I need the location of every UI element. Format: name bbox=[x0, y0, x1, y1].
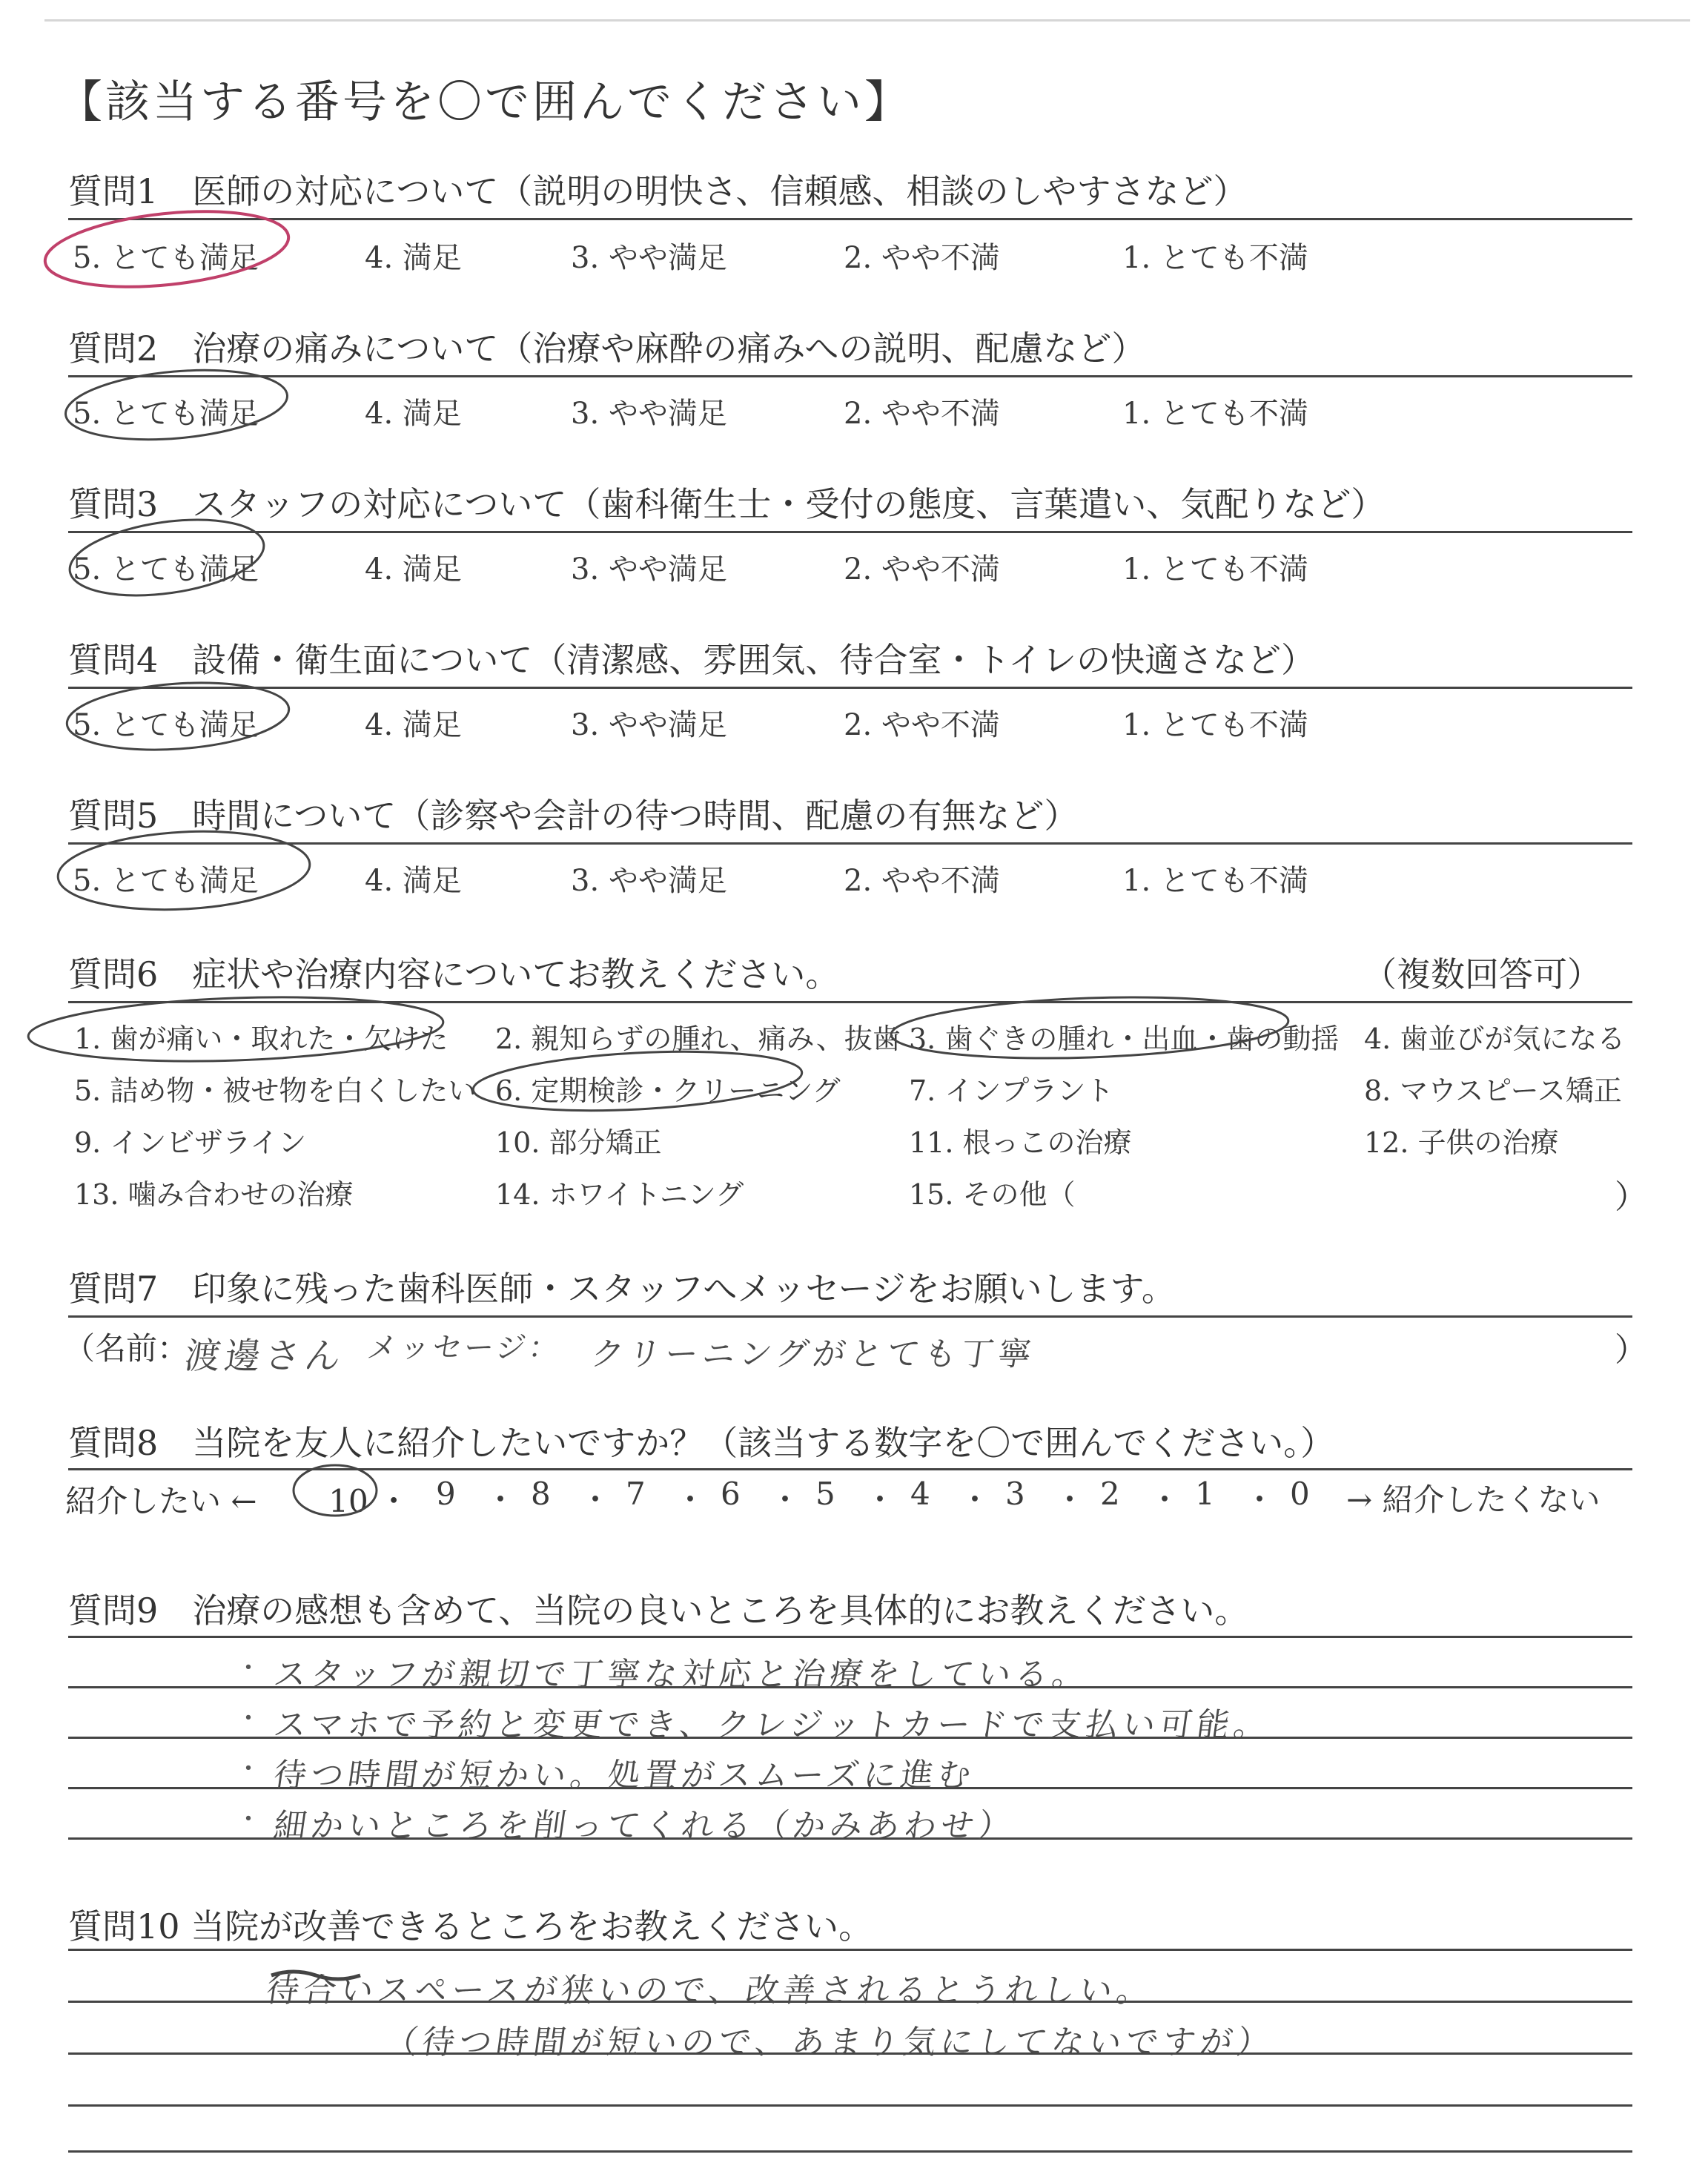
q6-option-11[interactable]: 11. 根っこの治療 bbox=[909, 1126, 1132, 1159]
question-1-title: 質問1 医師の対応について（説明の明快さ、信頼感、相談のしやすさなど） bbox=[68, 171, 1248, 211]
question-5-title: 質問5 時間について（診察や会計の待つ時間、配慮の有無など） bbox=[68, 796, 1079, 836]
question-7-title: 質問7 印象に残った歯科医師・スタッフへメッセージをお願いします。 bbox=[68, 1269, 1176, 1309]
q2-option-3[interactable]: 3. やや満足 bbox=[571, 397, 727, 431]
q4-option-2[interactable]: 2. やや不満 bbox=[844, 708, 1000, 742]
question-9-title: 質問9 治療の感想も含めて、当院の良いところを具体的にお教えください。 bbox=[68, 1591, 1249, 1631]
q6-option-12[interactable]: 12. 子供の治療 bbox=[1364, 1126, 1559, 1159]
bullet-dot: ・ bbox=[236, 1704, 261, 1734]
question-3-title: 質問3 スタッフの対応について（歯科衛生士・受付の態度、言葉遣い、気配りなど） bbox=[68, 484, 1386, 524]
q2-selection-circle bbox=[63, 362, 291, 448]
q6-other-paren-close: ） bbox=[1615, 1178, 1647, 1216]
scale-1[interactable]: 1 bbox=[1195, 1476, 1215, 1512]
q2-option-5[interactable]: 5. とても満足 bbox=[73, 397, 259, 431]
page-title: 【該当する番号を〇で囲んでください】 bbox=[58, 76, 912, 128]
scale-dot: ・ bbox=[1054, 1482, 1086, 1518]
bullet-dot: ・ bbox=[236, 1654, 261, 1683]
q6-option-4[interactable]: 4. 歯並びが気になる bbox=[1364, 1023, 1626, 1055]
q7-name-answer: 渡邊さん bbox=[182, 1335, 348, 1377]
q6-option-7[interactable]: 7. インプラント bbox=[909, 1074, 1114, 1107]
q3-option-3[interactable]: 3. やや満足 bbox=[571, 552, 727, 587]
q3-option-2[interactable]: 2. やや不満 bbox=[844, 552, 1000, 587]
q6-option-5[interactable]: 5. 詰め物・被せ物を白くしたい bbox=[74, 1074, 477, 1107]
q1-selection-circle bbox=[42, 201, 292, 297]
q2-option-1[interactable]: 1. とても不満 bbox=[1122, 397, 1308, 431]
q5-selection-circle bbox=[56, 825, 312, 916]
q10-crossed-out-word bbox=[271, 1972, 360, 1979]
q1-option-4[interactable]: 4. 満足 bbox=[365, 241, 462, 275]
q3-selection-circle bbox=[65, 509, 269, 607]
q2-option-4[interactable]: 4. 満足 bbox=[365, 397, 462, 431]
q6-option-15[interactable]: 15. その他（ bbox=[909, 1178, 1076, 1211]
q7-message-label: メッセージ： bbox=[365, 1331, 564, 1365]
scale-2[interactable]: 2 bbox=[1100, 1476, 1120, 1512]
q6-option-6[interactable]: 6. 定期検診・クリーニング bbox=[495, 1074, 841, 1107]
scale-dot: ・ bbox=[1149, 1482, 1181, 1518]
q5-option-1[interactable]: 1. とても不満 bbox=[1122, 864, 1308, 898]
q4-option-5[interactable]: 5. とても満足 bbox=[73, 708, 259, 742]
q4-option-4[interactable]: 4. 満足 bbox=[365, 708, 462, 742]
q7-paren-close: ） bbox=[1615, 1331, 1647, 1369]
q3-option-1[interactable]: 1. とても不満 bbox=[1122, 552, 1308, 587]
q6-option-6-circle bbox=[471, 1044, 803, 1117]
q6-option-3[interactable]: 3. 歯ぐきの腫れ・出血・歯の動揺 bbox=[909, 1023, 1340, 1055]
question-8-title: 質問8 当院を友人に紹介したいですか？（該当する数字を〇で囲んでください。） bbox=[68, 1423, 1335, 1463]
q2-option-2[interactable]: 2. やや不満 bbox=[844, 397, 1000, 431]
q10-answer-1: 待合いスペースが狭いので、改善されるとうれしい。 bbox=[263, 1972, 1156, 2009]
scale-dot: ・ bbox=[959, 1482, 991, 1518]
q1-option-5[interactable]: 5. とても満足 bbox=[73, 241, 259, 275]
scale-dot: ・ bbox=[769, 1482, 801, 1518]
q9-answer-3: 待つ時間が短かい。処置がスムーズに進む bbox=[271, 1757, 978, 1794]
scale-dot: ・ bbox=[1244, 1482, 1276, 1518]
referral-scale: 紹介したい ← 10 ・ bbox=[65, 1483, 420, 1519]
q9-answer-4: 細かいところを削ってくれる（かみあわせ） bbox=[271, 1807, 1018, 1845]
question-10-title: 質問10 当院が改善できるところをお教えください。 bbox=[68, 1906, 873, 1946]
scale-7[interactable]: 7 bbox=[626, 1476, 646, 1512]
scale-dot: ・ bbox=[675, 1482, 706, 1518]
q6-option-14[interactable]: 14. ホワイトニング bbox=[495, 1178, 744, 1211]
q6-option-9[interactable]: 9. インビザライン bbox=[74, 1126, 307, 1159]
scale-4[interactable]: 4 bbox=[910, 1476, 930, 1512]
q9-answer-2: スマホで予約と変更でき、クレジットカードで支払い可能。 bbox=[271, 1706, 1274, 1744]
scale-dot: ・ bbox=[580, 1482, 612, 1518]
question-4-title: 質問4 設備・衛生面について（清潔感、雰囲気、待合室・トイレの快適さなど） bbox=[68, 640, 1316, 680]
q3-option-4[interactable]: 4. 満足 bbox=[365, 552, 462, 587]
q8-score-10-circle bbox=[294, 1465, 377, 1516]
q7-name-label: （名前： bbox=[64, 1330, 189, 1367]
q1-option-2[interactable]: 2. やや不満 bbox=[844, 241, 1000, 275]
q6-option-10[interactable]: 10. 部分矯正 bbox=[495, 1126, 662, 1159]
multiple-answer-note: （複数回答可） bbox=[1363, 954, 1601, 994]
scale-right-label: → 紹介したくない bbox=[1346, 1482, 1601, 1518]
q10-answer-2: （待つ時間が短いので、あまり気にしてないですが） bbox=[382, 2024, 1277, 2061]
question-2-title: 質問2 治療の痛みについて（治療や麻酔の痛みへの説明、配慮など） bbox=[68, 328, 1146, 369]
q6-option-1[interactable]: 1. 歯が痛い・取れた・欠けた bbox=[74, 1023, 448, 1055]
q1-option-3[interactable]: 3. やや満足 bbox=[571, 241, 727, 275]
q5-option-2[interactable]: 2. やや不満 bbox=[844, 864, 1000, 898]
scale-5[interactable]: 5 bbox=[815, 1476, 835, 1512]
scale-0[interactable]: 0 bbox=[1290, 1476, 1310, 1512]
bullet-dot: ・ bbox=[236, 1754, 261, 1784]
scale-dot: ・ bbox=[864, 1482, 896, 1518]
q1-option-1[interactable]: 1. とても不満 bbox=[1122, 241, 1308, 275]
scale-dot: ・ bbox=[485, 1482, 517, 1518]
q6-option-8[interactable]: 8. マウスピース矯正 bbox=[1364, 1074, 1622, 1107]
q6-option-1-circle bbox=[27, 991, 445, 1067]
scale-3[interactable]: 3 bbox=[1005, 1476, 1025, 1512]
scale-8[interactable]: 8 bbox=[531, 1476, 551, 1512]
scale-6[interactable]: 6 bbox=[721, 1476, 741, 1512]
q3-option-5[interactable]: 5. とても満足 bbox=[73, 552, 259, 587]
scale-10[interactable]: 10 bbox=[328, 1483, 368, 1519]
q4-option-3[interactable]: 3. やや満足 bbox=[571, 708, 727, 742]
q5-option-4[interactable]: 4. 満足 bbox=[365, 864, 462, 898]
q6-option-2[interactable]: 2. 親知らずの腫れ、痛み、抜歯 bbox=[495, 1023, 901, 1055]
scale-left-label: 紹介したい ← bbox=[65, 1483, 257, 1519]
question-6-title: 質問6 症状や治療内容についてお教えください。 bbox=[68, 954, 840, 994]
q7-message-answer: クリーニングがとても丁寧 bbox=[588, 1335, 1039, 1373]
q9-answer-1: スタッフが親切で丁寧な対応と治療をしている。 bbox=[271, 1656, 1092, 1694]
q6-option-3-circle bbox=[890, 991, 1289, 1065]
bullet-dot: ・ bbox=[236, 1805, 261, 1834]
scale-9[interactable]: 9 bbox=[436, 1476, 456, 1512]
q5-option-5[interactable]: 5. とても満足 bbox=[73, 864, 259, 898]
q4-selection-circle bbox=[64, 676, 291, 757]
q5-option-3[interactable]: 3. やや満足 bbox=[571, 864, 727, 898]
q6-option-13[interactable]: 13. 噛み合わせの治療 bbox=[74, 1178, 354, 1211]
q4-option-1[interactable]: 1. とても不満 bbox=[1122, 708, 1308, 742]
